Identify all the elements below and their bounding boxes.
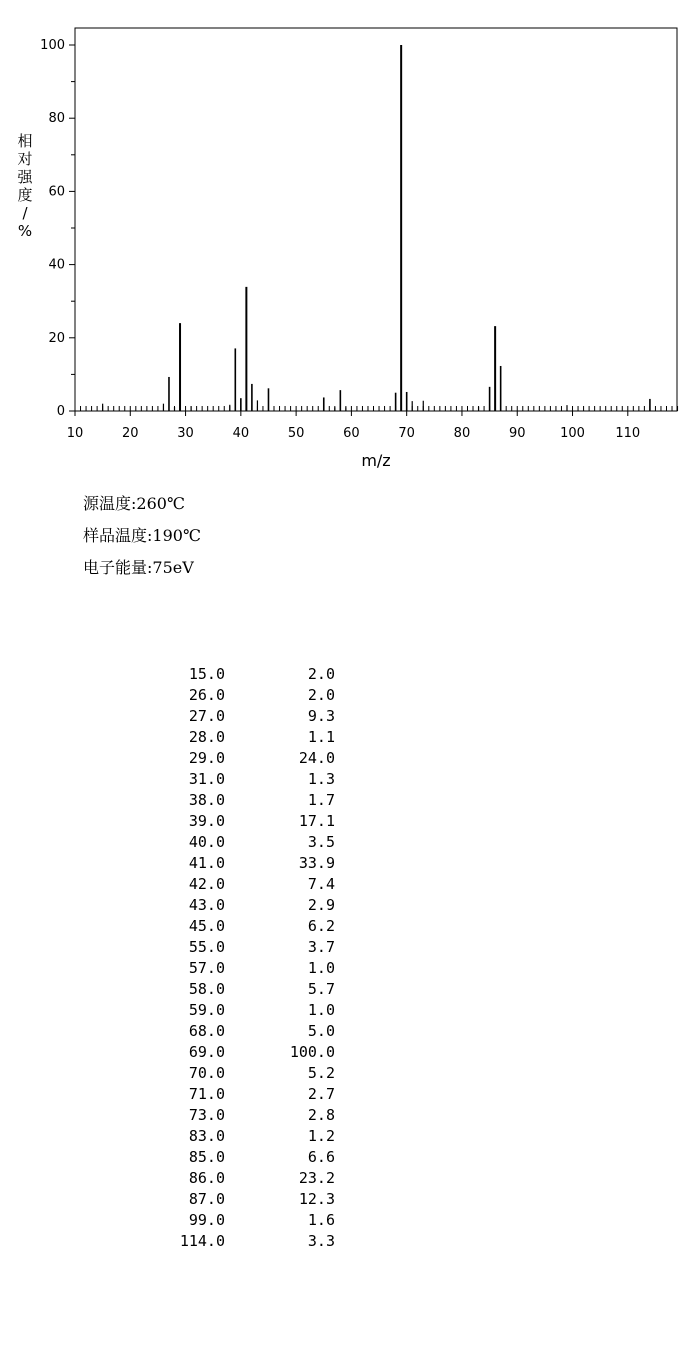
mz-value: 57.0 [188, 959, 225, 977]
table-row [150, 979, 335, 1000]
table-row [150, 769, 335, 790]
table-row [150, 1021, 335, 1042]
table-row [150, 1147, 335, 1168]
intensity-value: 3.3 [307, 1232, 335, 1250]
mz-value: 26.0 [188, 686, 225, 704]
intensity-value: 1.3 [307, 770, 335, 788]
table-row [150, 916, 335, 937]
table-row [150, 727, 335, 748]
plot-frame [75, 28, 677, 411]
x-tick-label: 50 [287, 426, 305, 441]
intensity-value: 3.5 [307, 833, 335, 851]
svg-text:度: 度 [17, 186, 33, 204]
y-tick-label: 0 [56, 404, 65, 419]
intensity-value: 1.6 [307, 1211, 335, 1229]
mz-value: 73.0 [188, 1106, 225, 1124]
mz-value: 29.0 [188, 749, 225, 767]
intensity-value: 7.4 [307, 875, 335, 893]
intensity-value: 1.7 [307, 791, 335, 809]
table-row [150, 1210, 335, 1231]
table-row [150, 1105, 335, 1126]
intensity-value: 5.0 [307, 1022, 335, 1040]
table-row [150, 685, 335, 706]
x-tick-label: 100 [560, 426, 585, 441]
intensity-value: 5.2 [307, 1064, 335, 1082]
table-row [150, 706, 335, 727]
mz-value: 70.0 [188, 1064, 225, 1082]
table-row [150, 1084, 335, 1105]
param-source-temperature: 源温度:260℃ [83, 494, 185, 513]
x-tick-label: 70 [398, 426, 415, 441]
mz-value: 58.0 [188, 980, 225, 998]
y-axis-label [17, 132, 33, 240]
mz-value: 85.0 [188, 1148, 225, 1166]
x-axis-label: m/z [361, 451, 391, 470]
mz-value: 28.0 [188, 728, 225, 746]
intensity-value: 100.0 [289, 1043, 335, 1061]
x-tick-label: 40 [232, 426, 250, 441]
svg-text:/: / [22, 204, 28, 222]
intensity-value: 9.3 [307, 707, 335, 725]
mz-value: 42.0 [188, 875, 225, 893]
mz-value: 86.0 [188, 1169, 225, 1187]
mz-value: 41.0 [188, 854, 225, 872]
intensity-value: 33.9 [298, 854, 335, 872]
intensity-value: 2.7 [307, 1085, 335, 1103]
table-row [150, 1063, 335, 1084]
mz-value: 114.0 [179, 1232, 225, 1250]
table-row [150, 874, 335, 895]
mass-spectrum-chart [0, 0, 687, 480]
svg-text:相: 相 [17, 132, 33, 150]
intensity-value: 17.1 [298, 812, 335, 830]
intensity-value: 2.9 [307, 896, 335, 914]
intensity-value: 6.2 [307, 917, 335, 935]
y-tick-label: 60 [48, 184, 65, 200]
mz-value: 71.0 [188, 1085, 225, 1103]
x-tick-label: 20 [122, 426, 139, 441]
table-row [150, 1189, 335, 1210]
mz-value: 40.0 [188, 833, 225, 851]
y-tick-label: 80 [48, 111, 65, 127]
intensity-value: 2.0 [307, 665, 335, 683]
mz-value: 31.0 [188, 770, 225, 788]
mz-value: 38.0 [188, 791, 225, 809]
intensity-value: 2.8 [307, 1106, 335, 1124]
intensity-value: 12.3 [298, 1190, 335, 1208]
mz-value: 69.0 [188, 1043, 225, 1061]
intensity-value: 3.7 [307, 938, 335, 956]
table-row [150, 748, 335, 769]
table-row [150, 1231, 335, 1252]
intensity-value: 1.2 [307, 1127, 335, 1145]
y-axis-ticks [40, 38, 75, 419]
instrument-parameters [83, 492, 201, 588]
intensity-value: 2.0 [307, 686, 335, 704]
x-minor-ticks [75, 406, 678, 411]
svg-text:强: 强 [17, 168, 33, 186]
table-row [150, 664, 335, 685]
peak-table [150, 664, 335, 1252]
table-row [150, 811, 335, 832]
mz-value: 39.0 [188, 812, 225, 830]
intensity-value: 6.6 [307, 1148, 335, 1166]
spectrum-bars [103, 45, 650, 411]
mz-value: 68.0 [188, 1022, 225, 1040]
param-sample-temperature: 样品温度:190℃ [83, 526, 201, 545]
x-tick-label: 110 [615, 426, 641, 441]
param-electron-energy: 电子能量:75eV [83, 558, 194, 577]
mz-value: 59.0 [188, 1001, 225, 1019]
mz-value: 87.0 [188, 1190, 225, 1208]
table-row [150, 790, 335, 811]
intensity-value: 1.0 [307, 1001, 335, 1019]
x-tick-label: 60 [343, 426, 360, 441]
y-tick-label: 100 [40, 38, 65, 53]
mz-value: 27.0 [188, 707, 225, 725]
intensity-value: 1.1 [307, 728, 335, 746]
svg-text:%: % [17, 222, 33, 240]
table-row [150, 1000, 335, 1021]
y-tick-label: 20 [48, 330, 65, 346]
mz-value: 45.0 [188, 917, 225, 935]
mz-value: 99.0 [188, 1211, 225, 1229]
y-tick-label: 40 [48, 257, 65, 273]
mz-value: 55.0 [188, 938, 225, 956]
mz-value: 83.0 [188, 1127, 225, 1145]
svg-text:对: 对 [17, 150, 33, 168]
x-tick-label: 10 [66, 426, 84, 441]
table-row [150, 853, 335, 874]
table-row [150, 937, 335, 958]
intensity-value: 23.2 [298, 1169, 335, 1187]
intensity-value: 5.7 [307, 980, 335, 998]
table-row [150, 1168, 335, 1189]
x-tick-label: 30 [177, 426, 194, 441]
mz-value: 43.0 [188, 896, 225, 914]
x-tick-label: 80 [453, 426, 471, 441]
table-row [150, 1126, 335, 1147]
x-tick-label: 90 [508, 426, 526, 441]
intensity-value: 1.0 [307, 959, 335, 977]
x-axis-ticks [67, 411, 640, 441]
intensity-value: 24.0 [298, 749, 335, 767]
table-row [150, 958, 335, 979]
mz-value: 15.0 [188, 665, 225, 683]
table-row [150, 832, 335, 853]
table-row [150, 895, 335, 916]
table-row [150, 1042, 335, 1063]
